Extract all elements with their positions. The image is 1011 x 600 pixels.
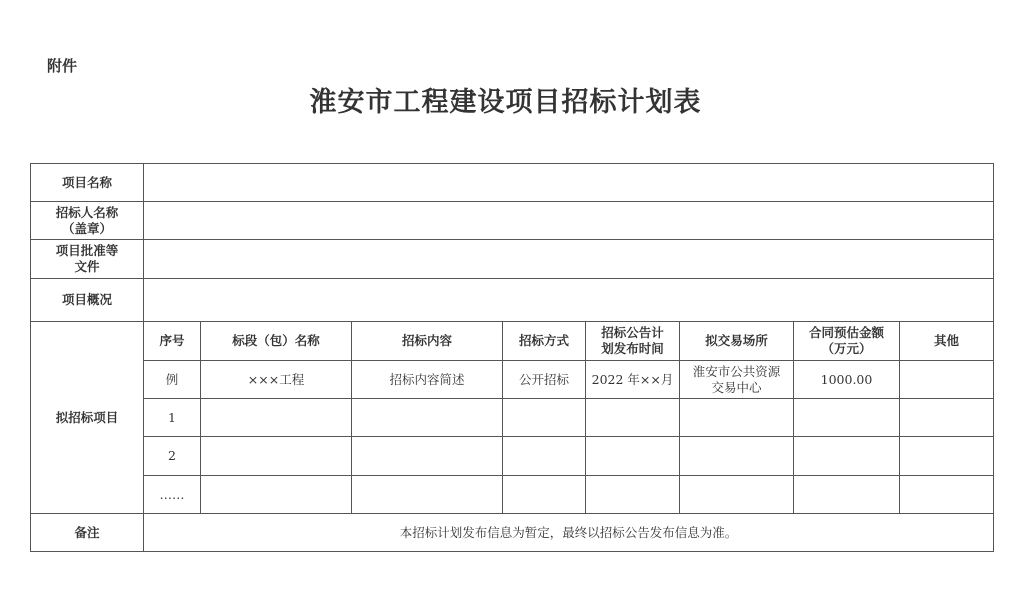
row-cell[interactable]: [201, 476, 352, 514]
header-amount: [794, 322, 900, 361]
row-cell[interactable]: [680, 437, 794, 476]
row-number: 2: [144, 437, 201, 476]
example-venue-line2: 交易中心: [711, 379, 762, 395]
row-cell[interactable]: [503, 399, 586, 437]
row-cell[interactable]: [352, 476, 503, 514]
example-other: [900, 361, 994, 399]
header-seq: 序号: [144, 322, 201, 361]
tender-plan-table: [30, 163, 994, 552]
row-cell[interactable]: [680, 476, 794, 514]
table-row: [31, 476, 994, 514]
tenderer-field[interactable]: [144, 202, 994, 240]
row-number: 1: [144, 399, 201, 437]
row-cell[interactable]: [201, 437, 352, 476]
document-title: 淮安市工程建设项目招标计划表: [309, 87, 702, 118]
example-seq: 例: [144, 361, 201, 399]
row-cell[interactable]: [900, 476, 994, 514]
header-section: 标段（包）名称: [201, 322, 352, 361]
example-venue: [680, 361, 794, 399]
approval-label-line1: 项目批准等: [55, 243, 119, 258]
project-name-field[interactable]: [144, 164, 994, 202]
planned-projects-label: 拟招标项目: [31, 322, 144, 514]
row-cell[interactable]: [900, 399, 994, 437]
approval-field[interactable]: [144, 240, 994, 279]
row-cell[interactable]: [352, 399, 503, 437]
project-name-row: [31, 164, 994, 202]
example-row: [31, 361, 994, 399]
example-section: ×××工程: [201, 361, 352, 399]
header-time: [586, 322, 680, 361]
row-cell[interactable]: [503, 437, 586, 476]
example-time: 2022 年××月: [586, 361, 680, 399]
header-other: 其他: [900, 322, 994, 361]
example-venue-line1: 淮安市公共资源: [692, 363, 781, 379]
overview-field[interactable]: [144, 279, 994, 322]
row-cell[interactable]: [352, 437, 503, 476]
row-cell[interactable]: [586, 437, 680, 476]
project-name-label: 项目名称: [31, 164, 144, 202]
tenderer-label-line2: （盖章）: [61, 220, 112, 236]
header-time-line1: 招标公告计: [601, 325, 664, 340]
row-cell[interactable]: [900, 437, 994, 476]
row-cell[interactable]: [503, 476, 586, 514]
overview-label: 项目概况: [31, 279, 144, 322]
example-amount: 1000.00: [794, 361, 900, 399]
row-cell[interactable]: [586, 399, 680, 437]
approval-row: [31, 240, 994, 279]
row-cell[interactable]: [794, 476, 900, 514]
remarks-label: 备注: [31, 514, 144, 552]
tenderer-row: [31, 202, 994, 240]
example-content: 招标内容简述: [352, 361, 503, 399]
header-content: 招标内容: [352, 322, 503, 361]
attachment-label: 附件: [47, 57, 78, 75]
table-row: [31, 399, 994, 437]
row-cell[interactable]: [680, 399, 794, 437]
header-venue: 拟交易场所: [680, 322, 794, 361]
header-amount-line1: 合同预估金额: [808, 325, 884, 340]
approval-label-line2: 文件: [74, 259, 100, 274]
header-time-line2: 划发布时间: [601, 341, 664, 356]
header-method: 招标方式: [503, 322, 586, 361]
header-amount-line2: （万元）: [821, 341, 872, 356]
table-row: [31, 437, 994, 476]
remarks-text: 本招标计划发布信息为暂定，最终以招标公告发布信息为准。: [144, 514, 994, 552]
row-cell[interactable]: [794, 437, 900, 476]
example-method: 公开招标: [503, 361, 586, 399]
remarks-row: [31, 514, 994, 552]
row-cell[interactable]: [794, 399, 900, 437]
header-row: [31, 322, 994, 361]
row-cell[interactable]: [586, 476, 680, 514]
overview-row: [31, 279, 994, 322]
tenderer-label: [31, 202, 144, 240]
tenderer-label-line1: 招标人名称: [55, 204, 119, 220]
approval-label: [31, 240, 144, 279]
row-number: ……: [144, 476, 201, 514]
row-cell[interactable]: [201, 399, 352, 437]
